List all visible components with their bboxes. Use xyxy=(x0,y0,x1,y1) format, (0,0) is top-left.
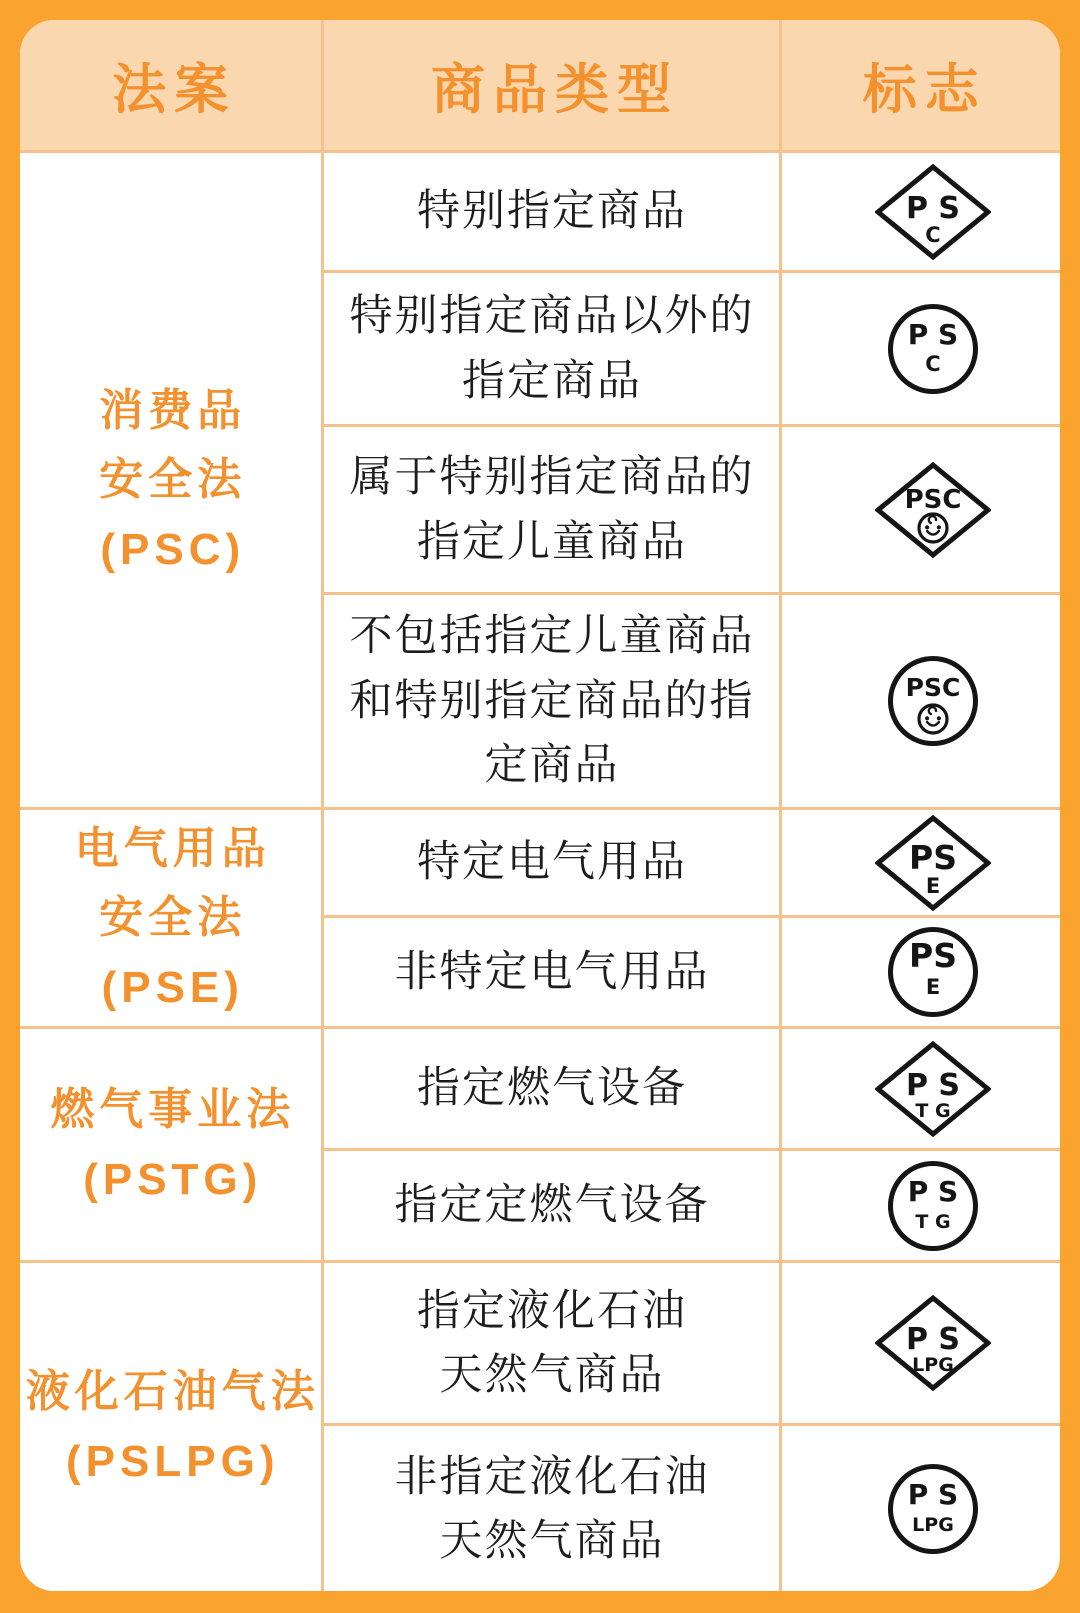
product-type-cell xyxy=(322,809,780,917)
mark-cell xyxy=(780,809,1060,917)
mark-cell xyxy=(780,1425,1060,1592)
certification-table-card xyxy=(20,20,1060,1591)
product-type-line: 属于特别指定商品的 xyxy=(349,453,755,501)
svg-text:P S: P S xyxy=(907,1174,958,1208)
product-type-cell xyxy=(322,152,780,272)
table-row xyxy=(20,1262,1060,1425)
product-type-cell xyxy=(322,1028,780,1150)
law-name-line: 电气用品 xyxy=(74,823,271,873)
table-row xyxy=(20,809,1060,917)
law-cell-pstg xyxy=(20,1028,322,1262)
svg-text:P S: P S xyxy=(905,190,960,226)
product-type-line: 特别指定商品 xyxy=(417,187,687,236)
table-body xyxy=(20,152,1060,1592)
header-row xyxy=(20,20,1060,152)
psc-diamond-mark xyxy=(875,164,991,260)
product-type-line: 不包括指定儿童商品 xyxy=(349,612,755,661)
pse-diamond-mark xyxy=(875,815,991,911)
mark-cell xyxy=(780,152,1060,272)
product-type-line: 指定液化石油 xyxy=(417,1286,687,1335)
law-name-line: (PSLPG) xyxy=(66,1437,280,1486)
product-type-line: 指定儿童商品 xyxy=(417,517,687,566)
product-type-line: 指定燃气设备 xyxy=(417,1064,687,1113)
svg-text:PSC: PSC xyxy=(904,484,962,515)
law-name-line: 安全法 xyxy=(99,893,247,943)
law-name-line: (PSC) xyxy=(100,524,246,574)
product-type-line: 定商品 xyxy=(484,741,620,790)
svg-text:E: E xyxy=(925,873,940,898)
mark-cell xyxy=(780,917,1060,1028)
law-name-line: 安全法 xyxy=(99,455,247,505)
svg-text:PS: PS xyxy=(908,936,957,975)
svg-text:LPG: LPG xyxy=(911,1354,954,1376)
certification-table xyxy=(20,20,1060,1591)
mark-cell xyxy=(780,594,1060,809)
mark-cell xyxy=(780,426,1060,594)
product-type-line: 指定定燃气设备 xyxy=(394,1181,710,1230)
svg-text:P S: P S xyxy=(905,1322,960,1357)
svg-text:P S: P S xyxy=(907,1478,958,1512)
law-name-line: 消费品 xyxy=(99,385,247,435)
svg-text:E: E xyxy=(925,975,940,999)
svg-text:T G: T G xyxy=(915,1210,951,1233)
product-type-cell xyxy=(322,426,780,594)
product-type-cell xyxy=(322,1425,780,1592)
svg-text:PS: PS xyxy=(908,837,957,877)
svg-text:P S: P S xyxy=(907,317,958,351)
pslpg-circle-mark xyxy=(887,1463,979,1555)
psc-child-circle-mark xyxy=(887,655,979,747)
product-type-line: 天然气商品 xyxy=(439,1351,665,1399)
law-name-line: 燃气事业法 xyxy=(50,1084,296,1134)
mark-cell xyxy=(780,1150,1060,1262)
law-name-line: (PSE) xyxy=(101,962,244,1012)
svg-text:C: C xyxy=(925,222,941,247)
svg-text:PSC: PSC xyxy=(905,673,961,702)
svg-text:T G: T G xyxy=(915,1099,951,1122)
law-name-line: (PSTG) xyxy=(83,1154,263,1204)
product-type-line: 天然气商品 xyxy=(439,1517,665,1566)
pse-circle-mark xyxy=(887,926,979,1018)
law-name-line: 液化石油气法 xyxy=(25,1367,320,1417)
product-type-line: 指定商品 xyxy=(462,356,642,405)
table-header xyxy=(20,20,1060,152)
product-type-cell xyxy=(322,1150,780,1262)
svg-text:C: C xyxy=(925,351,941,376)
product-type-line: 和特别指定商品的指 xyxy=(349,676,755,725)
product-type-line: 非指定液化石油 xyxy=(394,1452,710,1501)
law-cell-psc xyxy=(20,152,322,809)
mark-cell xyxy=(780,1262,1060,1425)
header-law: 法案 xyxy=(20,20,322,152)
product-type-cell xyxy=(322,594,780,809)
product-type-line: 特别指定商品以外的 xyxy=(349,292,755,340)
product-type-line: 特定电气用品 xyxy=(417,838,687,887)
pstg-diamond-mark xyxy=(875,1041,991,1137)
svg-text:LPG: LPG xyxy=(911,1514,954,1537)
table-row xyxy=(20,152,1060,272)
pslpg-diamond-mark xyxy=(875,1295,991,1391)
product-type-cell xyxy=(322,917,780,1028)
header-mark: 标志 xyxy=(780,20,1060,152)
law-cell-pslpg xyxy=(20,1262,322,1592)
svg-text:P S: P S xyxy=(905,1067,960,1103)
product-type-line: 非特定电气用品 xyxy=(394,947,710,996)
header-product-type: 商品类型 xyxy=(322,20,780,152)
law-cell-pse xyxy=(20,809,322,1028)
psc-circle-mark xyxy=(887,303,979,395)
mark-cell xyxy=(780,1028,1060,1150)
psc-child-diamond-mark xyxy=(875,462,991,558)
pstg-circle-mark xyxy=(887,1160,979,1252)
product-type-cell xyxy=(322,272,780,426)
table-row xyxy=(20,1028,1060,1150)
product-type-cell xyxy=(322,1262,780,1425)
mark-cell xyxy=(780,272,1060,426)
